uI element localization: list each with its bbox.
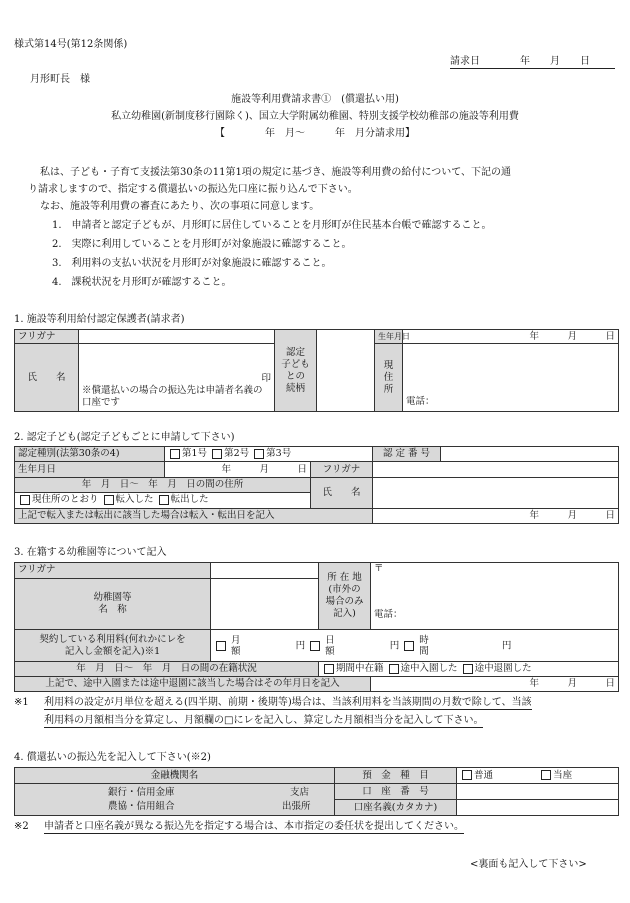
left-checkbox[interactable] [463, 664, 473, 674]
child-table [14, 446, 619, 524]
consent-item: 1. 申請者と認定子どもが、月形町に居住していることを月形町が住民基本台帳で確認すること。 [52, 220, 492, 231]
seal-mark: 印 [261, 373, 271, 384]
section-heading: 1. 施設等利用給付認定保護者(請求者) [14, 314, 185, 325]
hourly-checkbox[interactable] [404, 641, 414, 651]
note2-text: 申請者と口座名義が異なる振込先を指定する場合は、本市指定の委任状を提出してください。 [44, 821, 464, 832]
consent-item: 2. 実際に利用していることを月形町が対象施設に確認すること。 [52, 239, 352, 250]
intro-line: なお、施設等利用費の審査にあたり、次の事項に同意します。 [40, 201, 320, 212]
cert-type-options: 第1号 第2号 第3号 [165, 447, 373, 462]
residence-options: 現住所のとおり 転入した 転出した [15, 493, 311, 508]
child-name-label: 氏 名 [311, 477, 373, 508]
request-date: 請求日 年 月 日 [450, 55, 615, 69]
guardian-table [14, 329, 619, 412]
account-number-field[interactable] [457, 784, 619, 800]
child-furigana-label: フリガナ [311, 462, 373, 477]
facility-furigana-field[interactable] [211, 563, 319, 579]
facility-name-field[interactable] [211, 578, 319, 629]
section-heading: 3. 在籍する幼稚園等について記入 [14, 547, 167, 558]
facility-phone-label: 電話： [374, 609, 403, 620]
birth-label: 生年月日 [375, 330, 403, 344]
bank-name-field[interactable]: 銀行・信用金庫 支店 農協・信用組合 出張所 [15, 784, 335, 816]
normal-checkbox[interactable] [462, 770, 472, 780]
consent-item: 4. 課税状況を月形町が確認すること。 [52, 277, 232, 288]
child-birth-label: 生年月日 [15, 462, 165, 477]
relation-label: 認定 子ども との 続柄 [275, 330, 317, 412]
type2-checkbox[interactable] [212, 449, 222, 459]
phone-label: 電話： [406, 396, 435, 407]
footer-note: <裏面も記入して下さい> [470, 859, 587, 870]
note2-mark: ※2 [14, 821, 29, 832]
cert-number-field[interactable] [441, 447, 619, 462]
type1-checkbox[interactable] [170, 449, 180, 459]
furigana-field[interactable] [79, 330, 275, 344]
child-furigana-field[interactable] [373, 462, 619, 477]
account-note: ※償還払いの場合の振込先は申請者名義の口座です [82, 385, 263, 408]
name-label: 氏 名 [15, 344, 79, 412]
intro-line: り請求しますので、指定する償還払いの振込先口座に振り込んで下さい。 [28, 184, 358, 195]
enroll-status-options: 期間中在籍 途中入園した 途中退園した [319, 662, 619, 677]
location-field[interactable] [371, 563, 619, 630]
moved-out-checkbox[interactable] [159, 495, 169, 505]
section-heading: 2. 認定子ども(認定子どもごとに申請して下さい) [14, 432, 235, 443]
enrolled-checkbox[interactable] [324, 664, 334, 674]
account-holder-label: 口座名義(カタカナ) [335, 800, 457, 816]
note1-line: 利用料の月額相当分を算定し、月額欄の□にレを記入し、算定した月額相当分を記入して下さい。 [44, 715, 484, 726]
joined-checkbox[interactable] [389, 664, 399, 674]
period-address-label: 年 月 日～ 年 月 日の間の住所 [15, 477, 311, 492]
facility-table [14, 562, 619, 692]
addressee: 月形町長 様 [30, 74, 90, 85]
bank-name-label: 金融機関名 [15, 768, 335, 784]
fee-label: 契約している利用料(何れかにレを 記入し金額を記入)※1 [15, 630, 211, 662]
deposit-kind-label: 預 金 種 目 [335, 768, 457, 784]
form-subtitle: 私立幼稚園(新制度移行園除く)、国立大学附属幼稚園、特別支援学校幼稚部の施設等利用費 [111, 111, 519, 122]
change-note: 上記で、途中入園または途中退園に該当した場合はその年月日を記入 [15, 677, 371, 692]
cert-number-label: 認 定 番 号 [373, 447, 441, 462]
current-checkbox[interactable] [541, 770, 551, 780]
account-number-label: 口 座 番 号 [335, 784, 457, 800]
note1-line: 利用料の設定が月単位を超える(四半期、前期・後期等)場合は、当該利用料を当該期間の月数で除して、当該 [44, 697, 532, 708]
address-field[interactable] [403, 344, 619, 412]
consent-item: 3. 利用料の支払い状況を月形町が対象施設に確認すること。 [52, 258, 332, 269]
cert-type-label: 認定種別(法第30条の4) [15, 447, 165, 462]
account-holder-field[interactable] [457, 800, 619, 816]
type3-checkbox[interactable] [254, 449, 264, 459]
bank-table [14, 767, 619, 816]
form-title: 施設等利用費請求書① (償還払い用) [231, 94, 399, 105]
form-number: 様式第14号(第12条関係) [14, 39, 128, 50]
location-label: 所 在 地 (市外の 場合のみ 記入) [319, 563, 371, 630]
change-date-field[interactable]: 年 月 日 [371, 677, 619, 692]
relation-field[interactable] [317, 330, 375, 412]
name-field[interactable] [79, 344, 275, 412]
facility-name-label: 幼稚園等 名 称 [15, 578, 211, 629]
child-name-field[interactable] [373, 477, 619, 508]
intro-line: 私は、子ども・子育て支援法第30条の11第1項の規定に基づき、施設等利用費の給付について、下記の通 [40, 167, 512, 178]
current-address-checkbox[interactable] [20, 495, 30, 505]
facility-furigana-label: フリガナ [15, 563, 211, 579]
daily-checkbox[interactable] [310, 641, 320, 651]
child-birth-field[interactable]: 年 月 日 [165, 462, 311, 477]
deposit-kind-options: 普通 当座 [457, 768, 619, 784]
note1-mark: ※1 [14, 697, 29, 708]
move-note: 上記で転入または転出に該当した場合は転入・転出日を記入 [15, 508, 373, 523]
enroll-period-label: 年 月 日～ 年 月 日の間の在籍状況 [15, 662, 319, 677]
address-label: 現 住 所 [375, 344, 403, 412]
moved-in-checkbox[interactable] [104, 495, 114, 505]
claim-period: 【 年 月～ 年 月分請求用】 [215, 128, 415, 139]
furigana-label: フリガナ [15, 330, 79, 344]
section-heading: 4. 償還払いの振込先を記入して下さい(※2) [14, 752, 211, 763]
monthly-checkbox[interactable] [216, 641, 226, 651]
postal-mark: 〒 [374, 563, 384, 574]
fee-options: 月 額 円 日 額 円 時 間 円 [211, 630, 619, 662]
move-date-field[interactable]: 年 月 日 [373, 508, 619, 523]
birth-field[interactable]: 年 月 日 [403, 330, 619, 344]
